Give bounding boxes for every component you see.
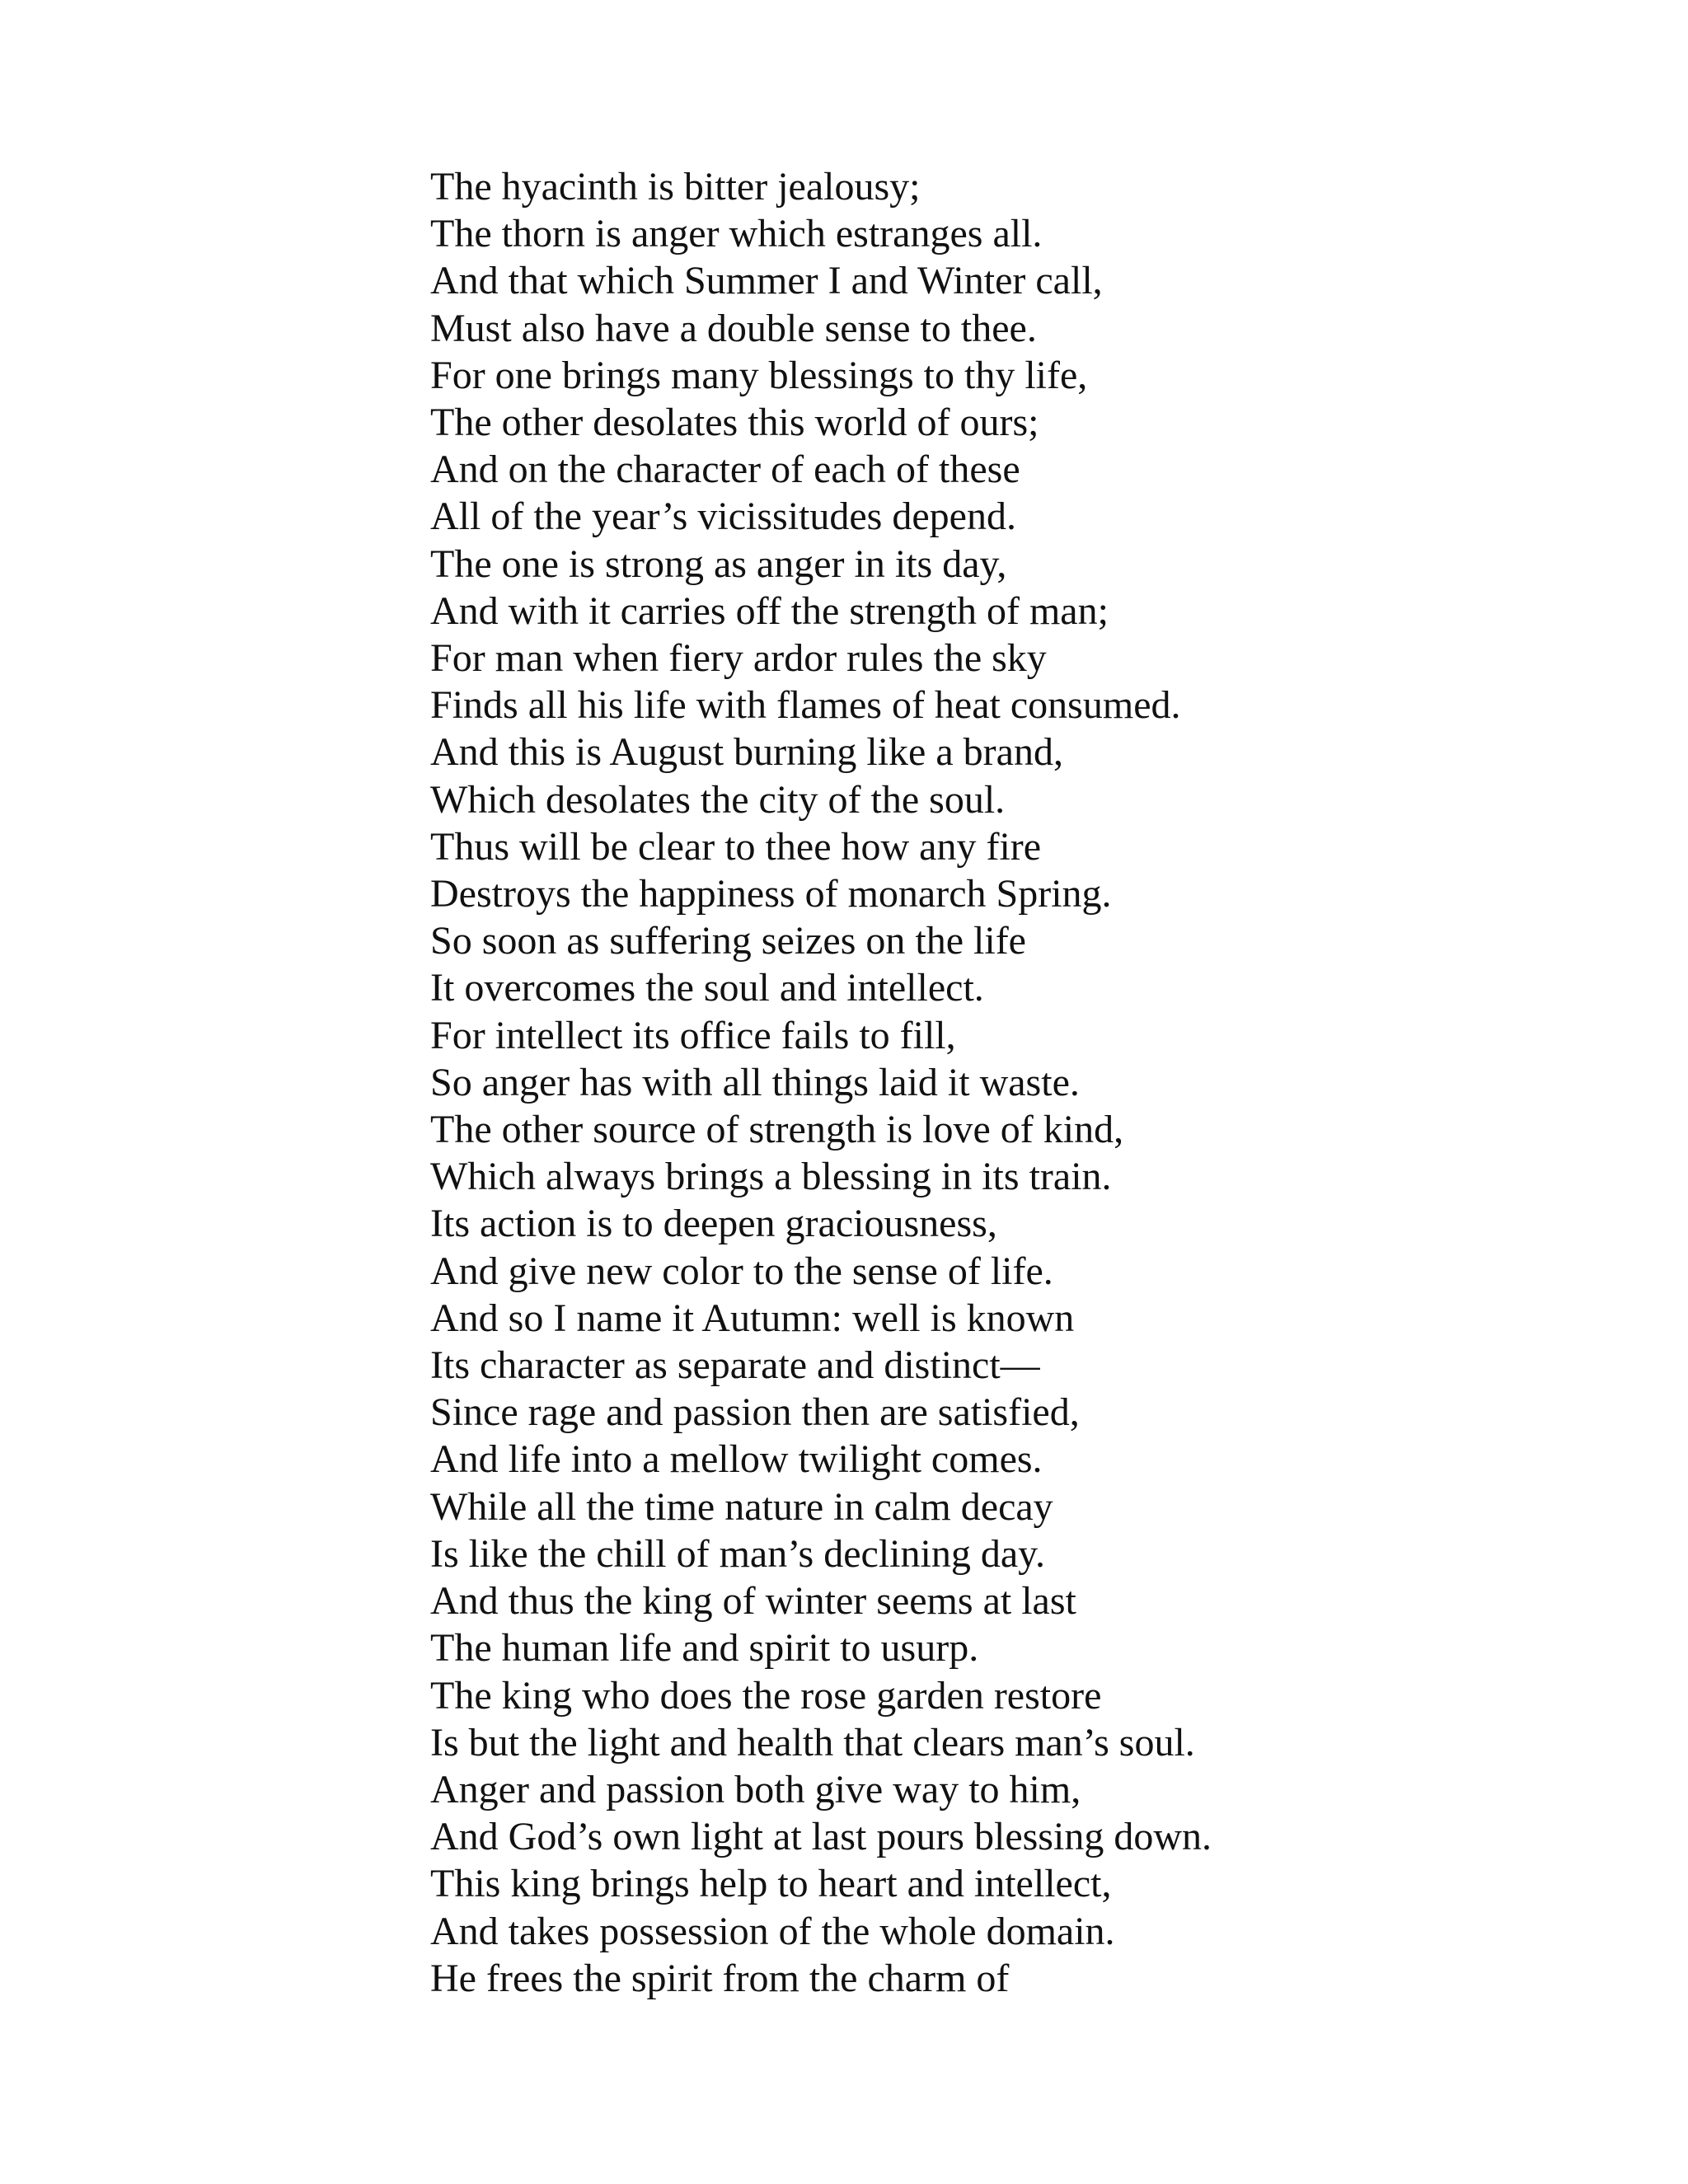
poem-line: While all the time nature in calm decay (430, 1484, 1053, 1529)
poem-line: And give new color to the sense of life. (430, 1249, 1053, 1293)
poem-line: Its character as separate and distinct— (430, 1343, 1040, 1388)
poem-line: So soon as suffering seizes on the life (430, 919, 1026, 963)
poem-line: And thus the king of winter seems at last (430, 1579, 1076, 1624)
poem-line: Thus will be clear to thee how any fire (430, 824, 1042, 869)
poem-line: And that which Summer I and Winter call, (430, 259, 1103, 303)
poem-line-partial-top: The hyacinth is bitter jealousy; (430, 165, 921, 209)
poem-text-block (430, 165, 1502, 2000)
poem-line: The one is strong as anger in its day, (430, 541, 1007, 586)
poem-line: For man when fiery ardor rules the sky (430, 636, 1047, 681)
poem-line: And life into a mellow twilight comes. (430, 1437, 1043, 1482)
poem-line: Finds all his life with flames of heat consumed. (430, 683, 1181, 728)
poem-line: Which desolates the city of the soul. (430, 777, 1006, 822)
poem-lines (430, 163, 1212, 2002)
poem-line: The king who does the rose garden restore (430, 1673, 1102, 1718)
poem-line: The other desolates this world of ours; (430, 401, 1039, 445)
poem-line: And on the character of each of these (430, 448, 1020, 492)
poem-line: And takes possession of the whole domain. (430, 1909, 1115, 1953)
poem-line: Since rage and passion then are satisfied, (430, 1390, 1080, 1435)
poem-line: The thorn is anger which estranges all. (430, 212, 1043, 256)
poem-line: The human life and spirit to usurp. (430, 1626, 979, 1671)
poem-line: And God’s own light at last pours blessing down. (430, 1815, 1212, 1859)
poem-line: So anger has with all things laid it waste. (430, 1060, 1080, 1104)
poem-line: For one brings many blessings to thy life, (430, 353, 1088, 397)
poem-line: Anger and passion both give way to him, (430, 1767, 1081, 1811)
poem-line: Must also have a double sense to thee. (430, 306, 1037, 350)
poem-line-partial-bottom: He frees the spirit from the charm of (430, 1956, 1010, 2000)
poem-line: The other source of strength is love of kind, (430, 1108, 1124, 1152)
poem-line: This king brings help to heart and intellect, (430, 1862, 1112, 1906)
poem-line: For intellect its office fails to fill, (430, 1013, 956, 1057)
poem-line: Destroys the happiness of monarch Spring. (430, 872, 1112, 916)
poem-line: And with it carries off the strength of man; (430, 588, 1109, 633)
poem-line: Which always brings a blessing in its train. (430, 1155, 1112, 1199)
poem-line: Its action is to deepen graciousness, (430, 1202, 997, 1246)
poem-line: All of the year’s vicissitudes depend. (430, 494, 1016, 539)
poem-line: And so I name it Autumn: well is known (430, 1296, 1075, 1340)
poem-line: It overcomes the soul and intellect. (430, 966, 984, 1010)
poem-line: And this is August burning like a brand, (430, 730, 1063, 775)
poem-line: Is but the light and health that clears man’s soul. (430, 1720, 1195, 1765)
poem-line: Is like the chill of man’s declining day. (430, 1531, 1046, 1576)
